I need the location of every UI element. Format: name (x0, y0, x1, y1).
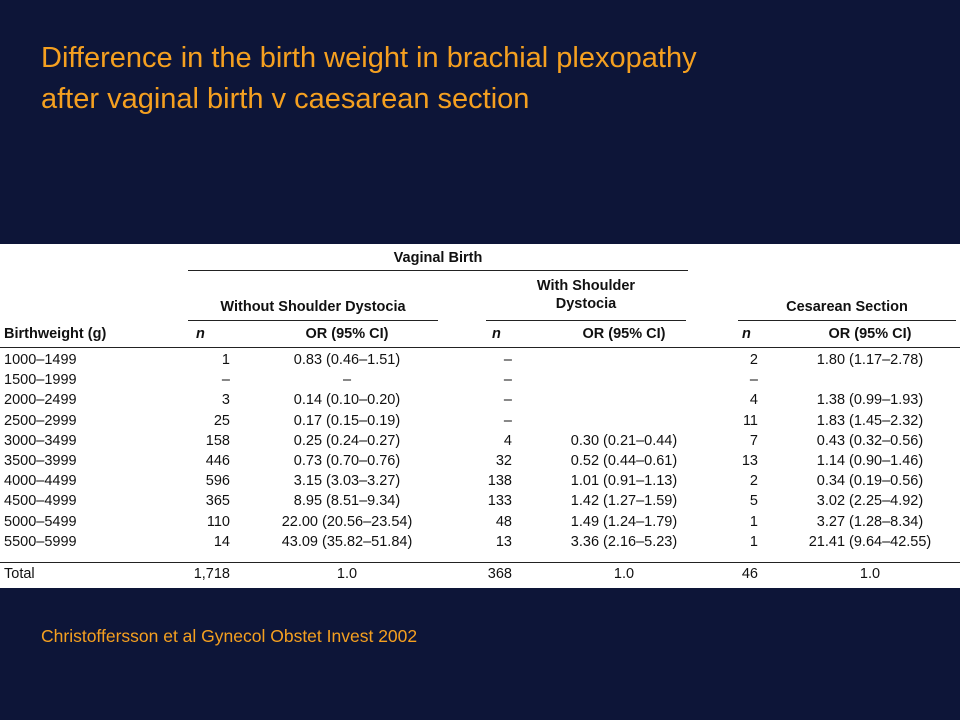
cell-cesarean-or: 3.02 (2.25–4.92) (816, 493, 924, 510)
table-row (0, 532, 960, 552)
cell-shoulder-n: 48 (495, 513, 512, 530)
cell-vaginal-or: 0.83 (0.46–1.51) (293, 352, 401, 368)
cell-cesarean-n: – (749, 372, 758, 389)
cell-vaginal-or: 0.14 (0.10–0.20) (293, 392, 401, 409)
total-vaginal-n: 1,718 (193, 566, 230, 582)
cell-shoulder-n: 4 (503, 432, 512, 449)
cell-shoulder-or: 1.49 (1.24–1.79) (570, 513, 678, 530)
cell-vaginal-or: 8.95 (8.51–9.34) (293, 493, 401, 510)
cell-cesarean-n: 1 (749, 513, 758, 530)
cell-birthweight: 3000–3499 (4, 432, 77, 449)
cell-cesarean-or: 1.14 (0.90–1.46) (816, 453, 924, 469)
cell-vaginal-n: – (221, 372, 230, 389)
cell-shoulder-n: – (503, 412, 512, 429)
cell-vaginal-n: 158 (205, 432, 230, 449)
header-cesarean-n: n (742, 326, 751, 342)
cell-shoulder-n: – (503, 352, 512, 368)
table-row (0, 411, 960, 431)
cell-shoulder-or: 3.36 (2.16–5.23) (570, 533, 678, 550)
data-table (0, 244, 960, 588)
cell-birthweight: 5000–5499 (4, 513, 77, 530)
cell-cesarean-or: 1.80 (1.17–2.78) (816, 352, 924, 368)
title-line-2: after vaginal birth v caesarean section (41, 83, 530, 115)
cell-birthweight: 2500–2999 (4, 412, 77, 429)
cell-shoulder-n: 13 (495, 533, 512, 550)
cell-vaginal-or: 0.17 (0.15–0.19) (293, 412, 401, 429)
table-row (0, 512, 960, 532)
cell-cesarean-or: 1.83 (1.45–2.32) (816, 412, 924, 429)
cell-birthweight: 3500–3999 (4, 453, 77, 469)
table-row (0, 491, 960, 511)
cell-shoulder-n: 133 (487, 493, 512, 510)
cell-vaginal-or: 22.00 (20.56–23.54) (281, 513, 413, 530)
group-with-line-1: With Shoulder (536, 278, 636, 294)
table-row-total (0, 564, 960, 584)
cell-birthweight: 4500–4999 (4, 493, 77, 510)
cell-cesarean-or: 3.27 (1.28–8.34) (816, 513, 924, 530)
cell-birthweight: 1000–1499 (4, 352, 77, 368)
cell-vaginal-n: 110 (206, 513, 230, 530)
cell-shoulder-or: 1.42 (1.27–1.59) (570, 493, 678, 510)
header-cesarean-or: OR (95% CI) (828, 326, 912, 342)
cell-cesarean-or: 0.43 (0.32–0.56) (816, 432, 924, 449)
cell-birthweight: 1500–1999 (4, 372, 77, 389)
rule-vaginal (188, 270, 688, 271)
rule-without (188, 320, 438, 321)
title-line-1: Difference in the birth weight in brachial plexopathy (41, 42, 697, 74)
cell-vaginal-or: – (342, 372, 352, 389)
table-row (0, 451, 960, 471)
cell-cesarean-n: 7 (749, 432, 758, 449)
cell-vaginal-n: 365 (205, 493, 230, 510)
cell-birthweight: 2000–2499 (4, 392, 77, 409)
cell-cesarean-n: 2 (749, 352, 758, 368)
table-row (0, 350, 960, 370)
cell-vaginal-n: 1 (221, 352, 230, 368)
header-vaginal-or: OR (95% CI) (305, 326, 389, 342)
cell-cesarean-n: 5 (749, 493, 758, 510)
cell-vaginal-or: 0.25 (0.24–0.27) (293, 432, 401, 449)
cell-vaginal-n: 446 (205, 453, 230, 469)
total-vaginal-or: 1.0 (336, 566, 358, 582)
cell-cesarean-n: 1 (749, 533, 758, 550)
table-row (0, 471, 960, 491)
total-cesarean-or: 1.0 (859, 566, 881, 582)
total-cesarean-n: 46 (741, 566, 758, 582)
group-without-shoulder-dystocia: Without Shoulder Dystocia (220, 299, 406, 315)
table-row (0, 431, 960, 451)
header-shoulder-n: n (492, 326, 501, 342)
cell-vaginal-or: 3.15 (3.03–3.27) (293, 473, 401, 490)
total-shoulder-n: 368 (487, 566, 512, 582)
cell-vaginal-or: 43.09 (35.82–51.84) (281, 533, 413, 550)
cell-shoulder-or: 0.52 (0.44–0.61) (570, 453, 678, 469)
total-shoulder-or: 1.0 (613, 566, 635, 582)
group-cesarean-section: Cesarean Section (786, 299, 908, 315)
cell-vaginal-or: 0.73 (0.70–0.76) (293, 453, 401, 469)
cell-vaginal-n: 14 (213, 533, 230, 550)
rule-cesarean (738, 320, 956, 321)
table-row (0, 370, 960, 390)
rule-with (486, 320, 686, 321)
cell-cesarean-n: 11 (742, 412, 758, 429)
cell-cesarean-or: 1.38 (0.99–1.93) (816, 392, 924, 409)
cell-cesarean-or: 0.34 (0.19–0.56) (816, 473, 924, 490)
header-shoulder-or: OR (95% CI) (582, 326, 666, 342)
cell-vaginal-n: 3 (221, 392, 230, 409)
cell-vaginal-n: 596 (205, 473, 230, 490)
group-with-line-2: Dystocia (555, 296, 617, 312)
cell-cesarean-n: 4 (749, 392, 758, 409)
slide-title (41, 38, 921, 120)
cell-shoulder-n: – (503, 372, 512, 389)
cell-shoulder-n: – (503, 392, 512, 409)
cell-cesarean-n: 13 (741, 453, 758, 469)
cell-birthweight: 5500–5999 (4, 533, 77, 550)
header-vaginal-n: n (196, 326, 205, 342)
group-with-shoulder-dystocia (486, 277, 686, 313)
total-rule (0, 562, 960, 563)
citation: Christoffersson et al Gynecol Obstet Invest 2002 (41, 626, 418, 646)
header-birthweight: Birthweight (g) (4, 326, 107, 342)
group-vaginal-birth: Vaginal Birth (393, 250, 483, 266)
cell-shoulder-or: 0.30 (0.21–0.44) (570, 432, 678, 449)
table-row (0, 390, 960, 410)
cell-shoulder-n: 32 (495, 453, 512, 469)
total-label: Total (4, 566, 35, 582)
cell-shoulder-or: 1.01 (0.91–1.13) (570, 473, 678, 490)
cell-cesarean-or: 21.41 (9.64–42.55) (808, 533, 932, 550)
cell-birthweight: 4000–4499 (4, 473, 77, 490)
header-rule (0, 347, 960, 348)
cell-vaginal-n: 25 (213, 412, 230, 429)
cell-shoulder-n: 138 (487, 473, 512, 490)
cell-cesarean-n: 2 (749, 473, 758, 490)
